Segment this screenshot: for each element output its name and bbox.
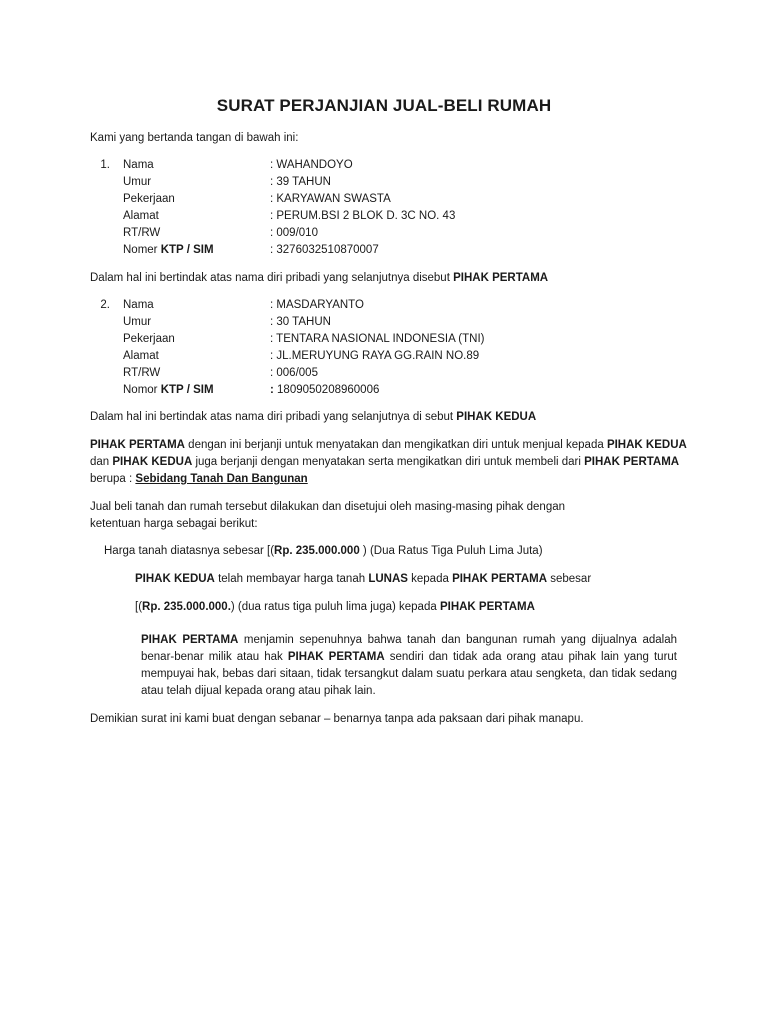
payment-line: PIHAK KEDUA telah membayar harga tanah LUNAS kepada PIHAK PERTAMA sebesar [135,573,592,585]
party-two-address-label: Alamat [123,350,159,362]
party-one-job-label: Pekerjaan [123,193,175,205]
party-two-statement: Dalam hal ini bertindak atas nama diri pribadi yang selanjutnya di sebut PIHAK KEDUA [90,411,537,423]
agreement-line-3: berupa : Sebidang Tanah Dan Bangunan [90,473,308,485]
party-one-id-label: Nomer KTP / SIM [123,244,214,256]
party-one-statement: Dalam hal ini bertindak atas nama diri pribadi yang selanjutnya disebut PIHAK PERTAMA [90,272,549,284]
party-two-number: 2. [100,299,110,311]
party-one-id-value: : 3276032510870007 [270,244,379,256]
closing-text: Demikian surat ini kami buat dengan sebanar – benarnya tanpa ada paksaan dari pihak manapu. [90,713,584,725]
party-one-rtrw-value: : 009/010 [270,227,318,239]
party-two-name-label: Nama [123,299,154,311]
party-two-age-value: : 30 TAHUN [270,316,331,328]
party-one-name-value: : WAHANDOYO [270,159,353,171]
party-one-name-label: Nama [123,159,154,171]
party-one-rtrw-label: RT/RW [123,227,161,239]
party-two-rtrw-value: : 006/005 [270,367,318,379]
party-two-age-label: Umur [123,316,152,328]
agreement-line-1: PIHAK PERTAMA dengan ini berjanji untuk menyatakan dan mengikatkan diri untuk menjual kepada PIHAK KEDUA [90,439,687,451]
party-two-id-label: Nomor KTP / SIM [123,384,214,396]
guarantee-paragraph: PIHAK PERTAMA menjamin sepenuhnya bahwa tanah dan bangunan rumah yang dijualnya adalah benar-benar milik atau hak PIHAK PERTAMA sendiri dan tidak ada orang atau pihak lain yang turut mempuyai hak, bebas dari sitaan, tidak tersangkut dalam suatu perkara atau sengketa, dan tidak sedang atau telah dijual kepada orang atau pihak lain. [141,634,678,697]
party-two-name-value: : MASDARYANTO [270,299,364,311]
party-two-rtrw-label: RT/RW [123,367,161,379]
party-one-address-value: : PERUM.BSI 2 BLOK D. 3C NO. 43 [270,210,456,222]
terms-line-1: Jual beli tanah dan rumah tersebut dilakukan dan disetujui oleh masing-masing pihak dengan [90,501,566,513]
party-two-id-value: : 1809050208960006 [270,384,380,396]
party-one-number: 1. [100,159,110,171]
terms-line-2: ketentuan harga sebagai berikut: [90,518,258,530]
party-two-job-value: : TENTARA NASIONAL INDONESIA (TNI) [270,333,485,345]
party-one-job-value: : KARYAWAN SWASTA [270,193,391,205]
sale-object: Sebidang Tanah Dan Bangunan [135,473,308,485]
party-two-address-value: : JL.MERUYUNG RAYA GG.RAIN NO.89 [270,350,480,362]
party-two-job-label: Pekerjaan [123,333,175,345]
agreement-line-2: dan PIHAK KEDUA juga berjanji dengan menyatakan serta mengikatkan diri untuk membeli dari PIHAK PERTAMA [90,456,680,468]
payment-amount-line: [(Rp. 235.000.000.) (dua ratus tiga puluh lima juga) kepada PIHAK PERTAMA [135,601,535,613]
party-one-age-value: : 39 TAHUN [270,176,331,188]
document-title: SURAT PERJANJIAN JUAL-BELI RUMAH [216,96,552,115]
price-line: Harga tanah diatasnya sebesar [(Rp. 235.000.000 ) (Dua Ratus Tiga Puluh Lima Juta) [104,545,543,557]
party-one-address-label: Alamat [123,210,159,222]
intro-text: Kami yang bertanda tangan di bawah ini: [90,132,299,144]
party-one-age-label: Umur [123,176,152,188]
